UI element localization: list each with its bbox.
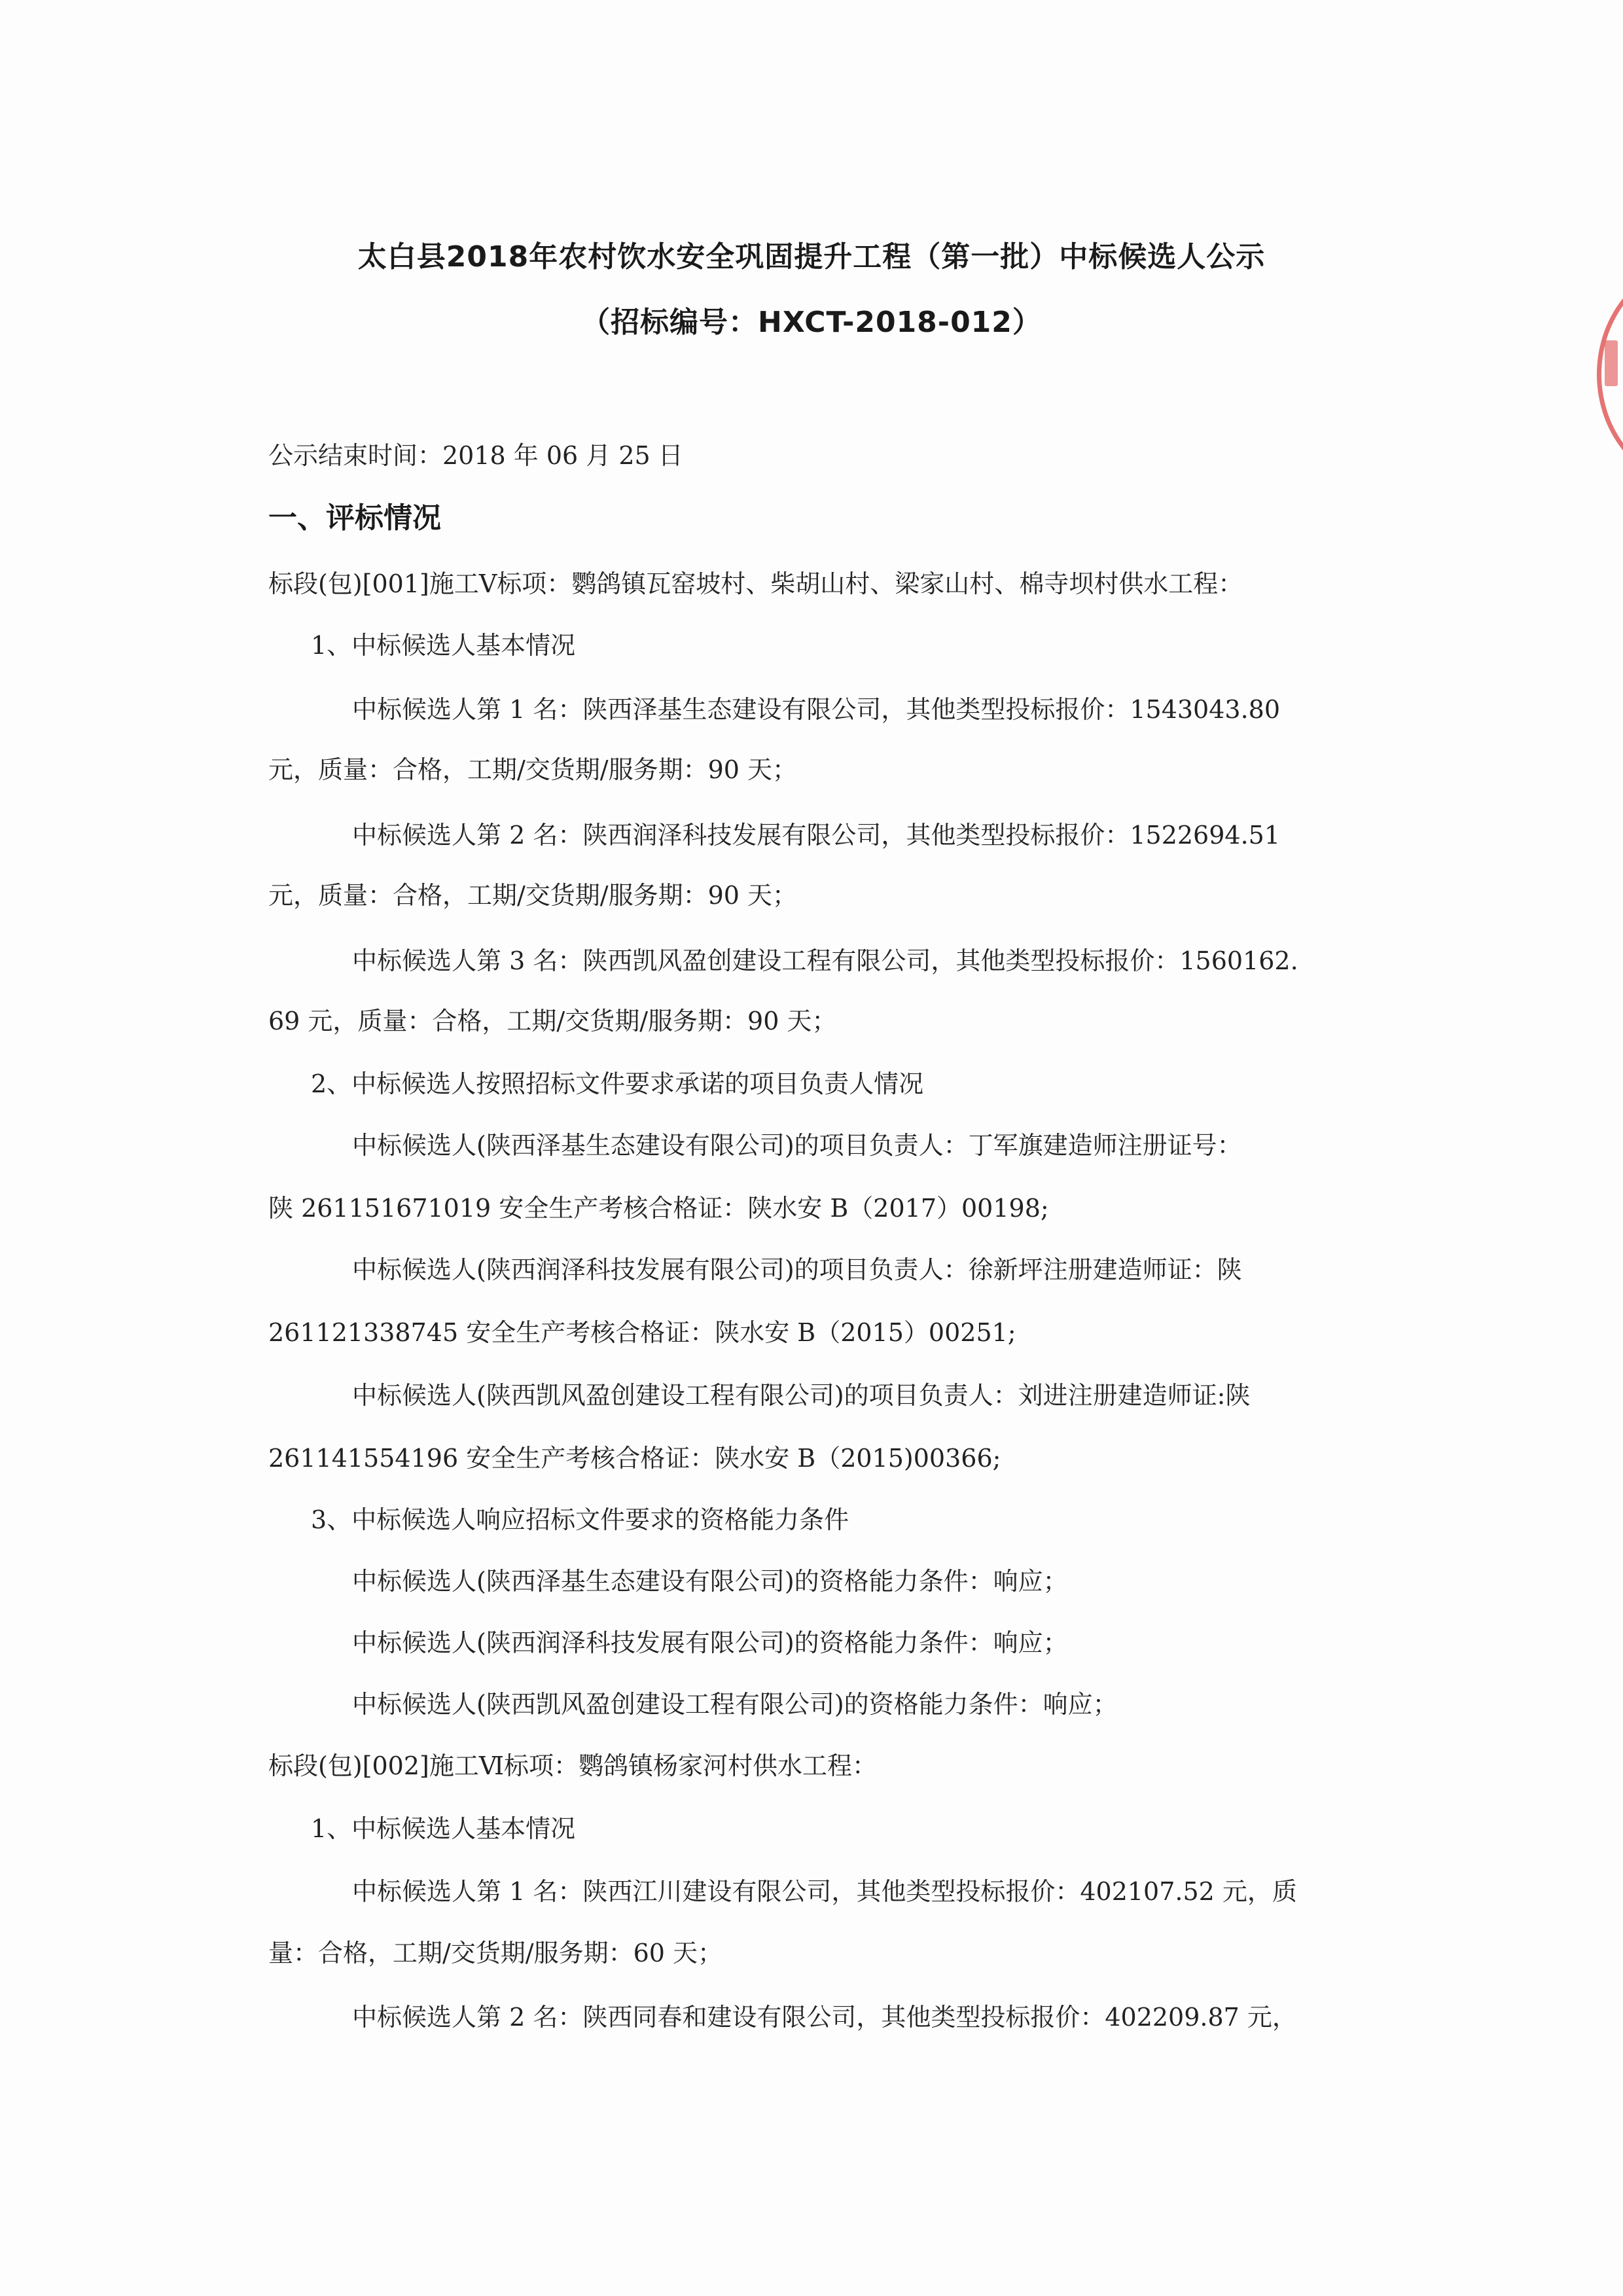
lot2-candidate1-line1: 中标候选人第 1 名：陕西江川建设有限公司，其他类型投标报价：402107.52 元，质 [352,1877,1297,1906]
lot1-pm3-line1: 中标候选人(陕西凯风盈创建设工程有限公司)的项目负责人：刘进注册建造师证:陕 [352,1381,1251,1410]
lot1-qualification-3: 中标候选人(陕西凯风盈创建设工程有限公司)的资格能力条件：响应； [352,1690,1118,1719]
lot1-sub1-heading: 1、中标候选人基本情况 [311,631,576,660]
publicity-end-time: 公示结束时间：2018 年 06 月 25 日 [268,441,683,470]
lot1-candidate2-line2: 元，质量：合格，工期/交货期/服务期：90 天； [268,881,798,910]
lot2-sub1-heading: 1、中标候选人基本情况 [311,1814,576,1843]
lot1-candidate2-line1: 中标候选人第 2 名：陕西润泽科技发展有限公司，其他类型投标报价：1522694.51 [352,821,1281,850]
lot2-header: 标段(包)[002]施工Ⅵ标项：鹦鸽镇杨家河村供水工程： [268,1751,878,1780]
lot1-sub3-heading: 3、中标候选人响应招标文件要求的资格能力条件 [311,1505,849,1534]
lot1-candidate1-line2: 元，质量：合格，工期/交货期/服务期：90 天； [268,755,798,784]
official-seal-mark [1605,340,1618,386]
document-title: 太白县2018年农村饮水安全巩固提升工程（第一批）中标候选人公示 [357,240,1266,274]
lot1-qualification-1: 中标候选人(陕西泽基生态建设有限公司)的资格能力条件：响应； [352,1567,1068,1596]
lot1-pm2-line1: 中标候选人(陕西润泽科技发展有限公司)的项目负责人：徐新坪注册建造师证：陕 [352,1255,1242,1284]
lot1-pm1-line2: 陕 261151671019 安全生产考核合格证：陕水安 B（2017）00198; [268,1194,1049,1223]
lot1-pm1-line1: 中标候选人(陕西泽基生态建设有限公司)的项目负责人：丁军旗建造师注册证号： [352,1131,1242,1160]
lot2-candidate2-line1: 中标候选人第 2 名：陕西同春和建设有限公司，其他类型投标报价：402209.87 元， [352,2003,1297,2032]
lot1-candidate3-line1: 中标候选人第 3 名：陕西凯风盈创建设工程有限公司，其他类型投标报价：1560162. [352,946,1298,975]
lot1-candidate1-line1: 中标候选人第 1 名：陕西泽基生态建设有限公司，其他类型投标报价：1543043.80 [352,695,1281,724]
lot2-candidate1-line2: 量：合格，工期/交货期/服务期：60 天； [268,1939,723,1967]
tender-number: （招标编号：HXCT-2018-012） [581,306,1042,339]
lot1-candidate3-line2: 69 元，质量：合格，工期/交货期/服务期：90 天； [268,1007,837,1035]
lot1-qualification-2: 中标候选人(陕西润泽科技发展有限公司)的资格能力条件：响应； [352,1628,1068,1657]
lot1-sub2-heading: 2、中标候选人按照招标文件要求承诺的项目负责人情况 [311,1069,924,1098]
lot1-pm2-line2: 261121338745 安全生产考核合格证：陕水安 B（2015）00251; [268,1318,1016,1347]
lot1-header: 标段(包)[001]施工Ⅴ标项：鹦鸽镇瓦窑坡村、柴胡山村、梁家山村、棉寺坝村供水工程： [268,569,1243,598]
section-heading-evaluation: 一、评标情况 [268,501,441,535]
lot1-pm3-line2: 261141554196 安全生产考核合格证：陕水安 B（2015)00366; [268,1444,1001,1473]
